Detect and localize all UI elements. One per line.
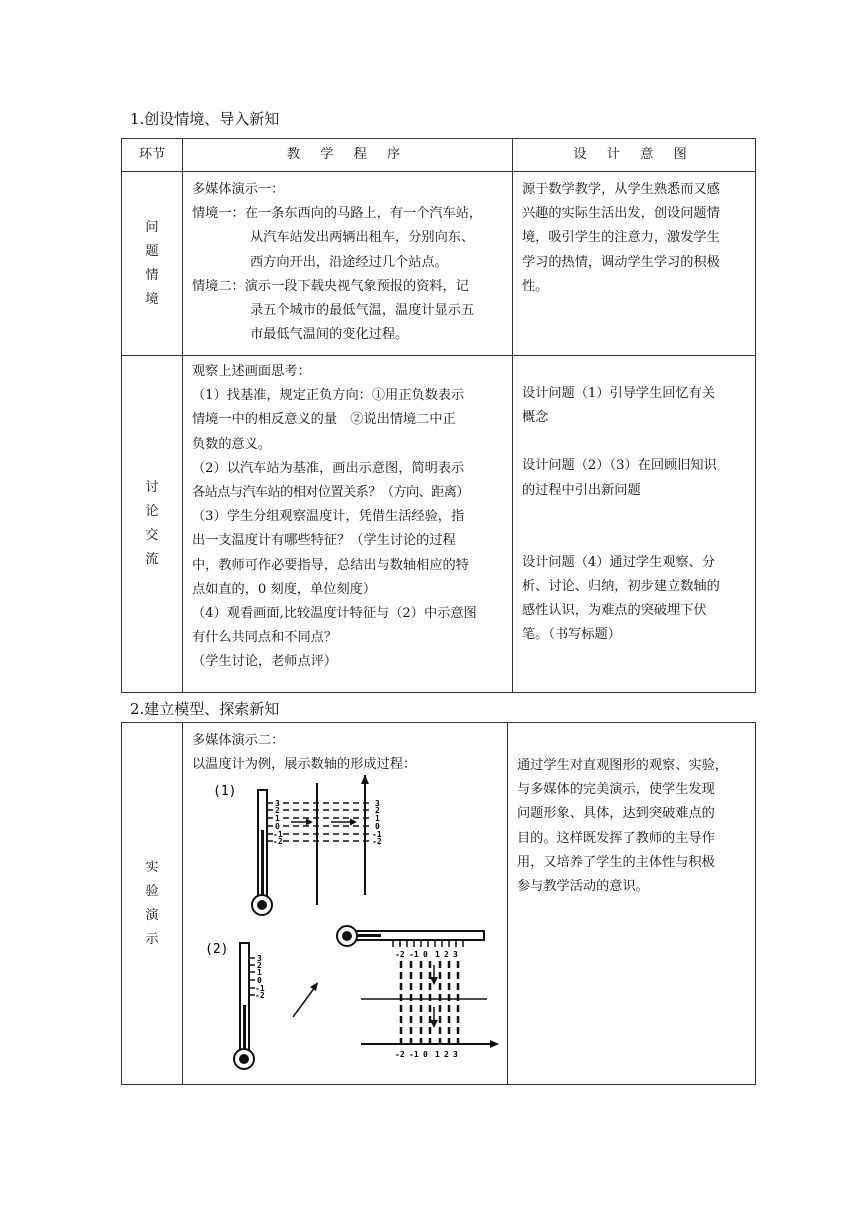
axis-label: 1 [435,950,440,959]
program-line: 各站点与汽车站的相对位置关系？（方向、距离） [192,485,469,501]
tick-label: 0 [257,976,262,985]
tick-label: 1 [275,814,280,823]
stage-char: 示 [145,931,159,947]
stage-cell-situation [122,172,183,356]
program-line: 有什么共同点和不同点？ [192,630,338,646]
design-line: 设计问题（2）（3）在回顾旧知识 [522,458,717,474]
design-line: 析、讨论、归纳，初步建立数轴的 [522,579,720,595]
design-line: 参与教学活动的意识。 [517,879,649,895]
design-line: 通过学生对直观图形的观察、实验， [517,758,728,773]
spacer [522,527,747,551]
axis-label: 0 [423,950,428,959]
axis-label: 2 [444,1050,449,1059]
program-line: 点如直的，0 刻度，单位刻度） [192,581,377,597]
design-line: 境，吸引学生的注意力，激发学生 [522,230,720,246]
axis-label: 3 [453,950,458,959]
tick-label: -2 [273,837,283,846]
tick-label: -1 [372,830,382,839]
design-line: 笔。（书写标题） [522,627,621,643]
program-line: 中，教师可作必要指导，总结出与数轴相应的特 [192,557,469,573]
program-line: 多媒体演示一： [192,182,285,197]
program-line: 从汽车站发出两辆出租车，分别向东、 [250,230,475,246]
stage-char: 讨 [145,480,159,495]
tick-label: 2 [257,961,262,970]
design-line: 目的。这样既发挥了教师的主导作 [517,830,715,846]
table-row-experiment [122,723,756,1085]
design-line: 学习的热情，调动学生学习的积极 [522,254,720,270]
program-line: 情境一中的相反意义的量 ②说出情境二中正 [192,412,456,428]
program-line: 西方向开出，沿途经过几个站点。 [250,254,448,270]
design-line: 兴趣的实际生活出发，创设问题情 [522,206,720,222]
axis-tick-labels-right [372,799,382,846]
thermometer-tick-labels [273,799,283,846]
stage-char: 交 [145,528,159,543]
tick-label: -1 [255,984,265,993]
thermometer-icon [234,943,254,1069]
design-line: 设计问题（4）通过学生观察、分 [522,554,716,570]
stage-char: 实 [145,859,159,875]
program-line: 多媒体演示二： [192,733,285,748]
program-line: 市最低气温间的变化过程。 [250,327,409,343]
program-line: 情境一：在一条东西向的马路上，有一个汽车站， [192,206,483,222]
axis-label: -2 [395,1050,405,1059]
section-heading-1: 1.创设情境、导入新知 [130,110,280,128]
header-program: 教 学 程 序 [183,139,513,172]
design-line: 问题形象、具体，达到突破难点的 [517,806,715,822]
teaching-table-2 [121,722,756,1085]
program-cell-discussion [183,356,513,693]
header-stage: 环节 [122,139,183,172]
spacer [522,430,747,454]
axis-label: 1 [435,1050,440,1059]
stage-char: 演 [145,907,159,923]
stage-char: 题 [145,243,159,259]
program-line: 出一支温度计有哪些特征？（学生讨论的过程 [192,533,456,549]
tick-label: -2 [372,837,382,846]
upper-axis-labels [395,950,458,959]
tick-label: 1 [375,814,380,823]
diagonal-arrow [293,987,315,1017]
stage-cell-discussion [122,356,183,693]
tick-label: -2 [255,991,265,1000]
program-line: 录五个城市的最低气温，温度计显示五 [250,303,475,319]
axis-label: -2 [395,950,405,959]
axis-label: 0 [423,1050,428,1059]
program-line: （3）学生分组观察温度计，凭借生活经验，指 [192,509,465,525]
table-row-discussion [122,356,756,693]
design-line: 性。 [522,278,549,294]
design-line: 用，又培养了学生的主体性与积极 [517,854,715,870]
table-header-row [122,139,756,172]
axis-label: 3 [453,1050,458,1059]
figure-1-label: (1) [213,784,237,799]
design-line: 设计问题（1）引导学生回忆有关 [522,386,716,401]
arrow-right-icon [490,1040,499,1048]
teaching-table-1 [121,138,756,693]
design-line: 感性认识，为难点的突破埋下伏 [522,603,707,619]
stage-cell-experiment [122,723,183,1085]
program-line: （学生讨论，老师点评） [192,654,338,670]
arrow-up-icon [361,775,369,784]
thermometer-icon [252,790,272,915]
program-cell-situation [183,172,513,356]
figure-2-label: (2) [205,942,229,957]
tick-label: 3 [375,799,380,808]
stage-char: 验 [145,883,159,899]
design-line: 与多媒体的完美演示，使学生发现 [517,782,715,798]
tick-label: 3 [257,954,262,963]
horizontal-thermometer-ticks [393,941,463,947]
stage-char: 论 [145,504,159,519]
program-line: （1）找基准，规定正负方向：①用正负数表示 [192,388,465,404]
tick-label: -1 [273,830,283,839]
stage-char: 问 [145,219,159,235]
lower-axis-labels [395,1050,458,1059]
program-line: （4）观看画面,比较温度计特征与（2）中示意图 [192,606,477,622]
number-line-formation-figure [185,775,507,1083]
program-line: 观察上述画面思考： [192,364,311,379]
tick-label: 1 [257,968,262,977]
thermometer-tick-labels [255,954,265,1000]
design-line: 源于数学教学，从学生熟悉而又感 [522,182,720,197]
tick-label: 2 [275,806,280,815]
arrow-right-icon [350,819,357,826]
arrow-down-icon [430,1020,438,1028]
axis-label: 2 [444,950,449,959]
stage-char: 流 [145,552,159,567]
design-line: 概念 [522,410,549,426]
tick-label: 0 [275,822,280,831]
tick-label: 3 [275,799,280,808]
program-line: 情境二：演示一段下载央视气象预报的资料，记 [192,278,469,294]
stage-char: 情 [145,267,159,283]
design-line: 的过程中引出新问题 [522,482,641,498]
axis-label: -1 [409,1050,419,1059]
stage-char: 境 [145,291,159,307]
design-cell-situation [513,172,756,356]
header-design: 设 计 意 图 [513,139,756,172]
program-cell-experiment [183,723,508,1085]
spacer [522,503,747,527]
program-line: 负数的意义。 [192,436,272,452]
axis-label: -1 [409,950,419,959]
tick-label: 0 [375,822,380,831]
arrow-up-right-icon [310,982,318,991]
vertical-projection-lines [401,961,458,1045]
program-line: 以温度计为例，展示数轴的形成过程： [192,757,417,773]
arrow-right-icon [306,819,313,826]
tick-label: 2 [375,806,380,815]
horizontal-thermometer-icon [337,926,484,946]
program-line: （2）以汽车站为基准，画出示意图，简明表示 [192,460,465,476]
table-row-situation [122,172,756,356]
section-heading-2: 2.建立模型、探索新知 [130,700,280,718]
design-cell-experiment [508,723,756,1085]
design-cell-discussion [513,356,756,693]
